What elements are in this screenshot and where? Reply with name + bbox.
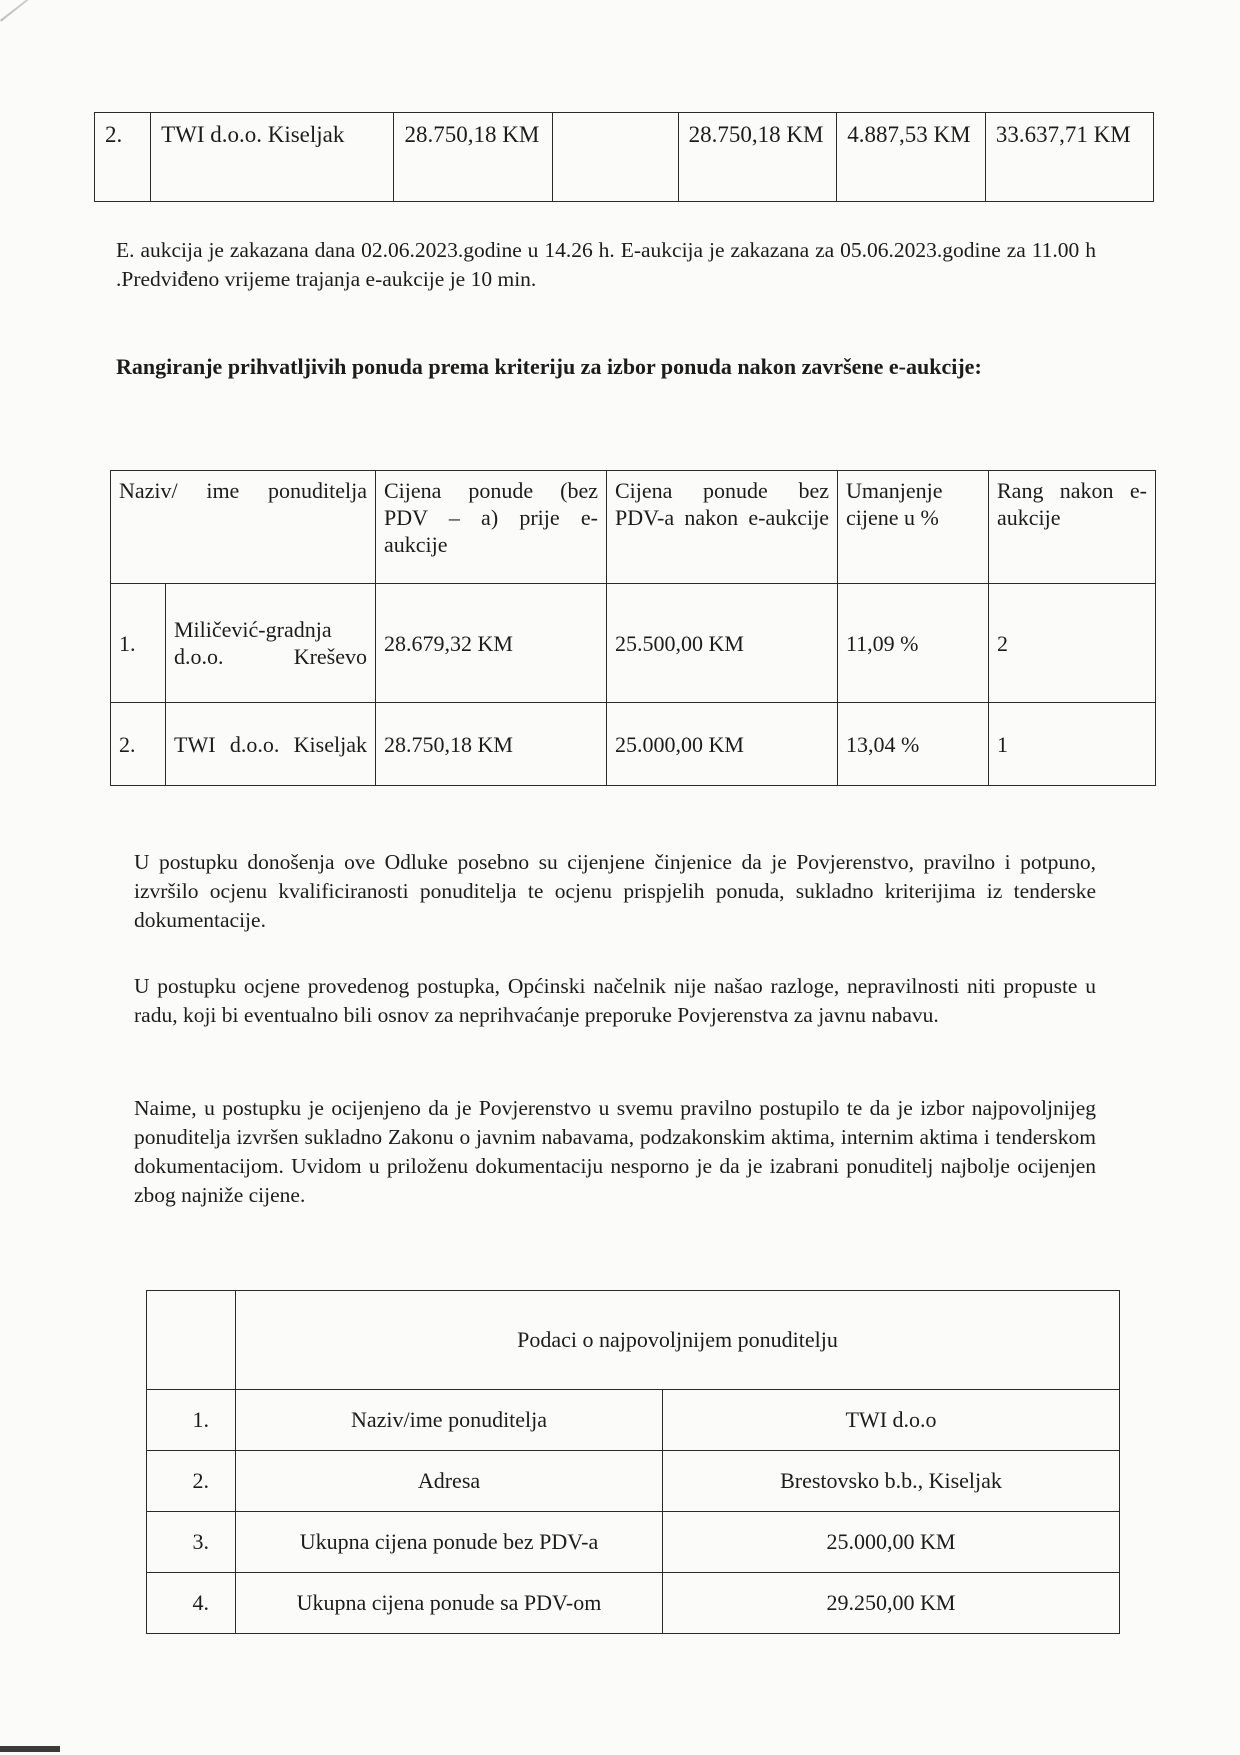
row-label: Ukupna cijena ponude bez PDV-a xyxy=(236,1512,663,1573)
bids-table-fragment xyxy=(94,112,1154,202)
total-cell: 33.637,71 KM xyxy=(985,113,1153,202)
row-label: Ukupna cijena ponude sa PDV-om xyxy=(236,1573,663,1634)
paragraph-conclusion: Naime, u postupku je ocijenjeno da je Povjerenstvo u svemu pravilno postupilo te da je izbor najpovoljnijeg ponuditelja izvršen sukladno Zakonu o javnim nabavama, podzakonskim aktima, internim aktima i tenderskom dokumentacijom. Uvidom u priloženu dokumentaciju nesporno je da je izabrani ponuditelj najbolje ocijenjen zbog najniže cijene. xyxy=(134,1096,1096,1207)
row-label: Naziv/ime ponuditelja xyxy=(236,1390,663,1451)
table-row xyxy=(147,1573,1120,1634)
price-before: 28.750,18 KM xyxy=(376,703,607,786)
price-after: 25.500,00 KM xyxy=(607,584,838,703)
row-value: 25.000,00 KM xyxy=(663,1512,1120,1573)
best-bidder-title-row xyxy=(147,1291,1120,1390)
price-before: 28.679,32 KM xyxy=(376,584,607,703)
reduction: 11,09 % xyxy=(838,584,989,703)
table-row xyxy=(147,1451,1120,1512)
best-bidder-title: Podaci o najpovoljnijem ponuditelju xyxy=(236,1291,1120,1390)
row-value: 29.250,00 KM xyxy=(663,1573,1120,1634)
row-value: TWI d.o.o xyxy=(663,1390,1120,1451)
paragraph-evaluation: U postupku donošenja ove Odluke posebno su cijenjene činjenice da je Povjerenstvo, pravilno i potpuno, izvršilo ocjenu kvalificiranosti ponuditelja te ocjenu prispjelih ponuda, sukladno kriterijima iz tenderske dokumentacije. xyxy=(134,850,1096,932)
row-label: Adresa xyxy=(236,1451,663,1512)
header-rank: Rang nakon e-aukcije xyxy=(989,471,1156,584)
ranking-heading: Rangiranje prihvatljivih ponuda prema kriteriju za izbor ponuda nakon završene e-aukcije: xyxy=(116,354,982,379)
empty-cell xyxy=(147,1291,236,1390)
bidder-name: Miličević-gradnja d.o.o. Kreševo xyxy=(166,584,376,703)
bidder-name: TWI d.o.o. Kiseljak xyxy=(151,113,394,202)
reduction: 13,04 % xyxy=(838,703,989,786)
table-row xyxy=(147,1512,1120,1573)
scan-edge-mark xyxy=(0,0,80,22)
row-number: 2. xyxy=(111,703,166,786)
price-cell: 28.750,18 KM xyxy=(678,113,837,202)
header-after: Cijena ponude bez PDV-a nakon e-aukcije xyxy=(607,471,838,584)
price-cell: 28.750,18 KM xyxy=(394,113,553,202)
paragraph-review: U postupku ocjene provedenog postupka, Općinski načelnik nije našao razloge, nepravilnosti niti propuste u radu, koji bi eventualno bili osnov za neprihvaćanje preporuke Povjerenstva za javnu nabavu. xyxy=(134,974,1096,1027)
header-name: Naziv/ ime ponuditelja xyxy=(111,471,376,584)
bidder-name: TWI d.o.o. Kiseljak xyxy=(166,703,376,786)
scan-bottom-mark xyxy=(0,1746,60,1752)
best-bidder-table xyxy=(146,1290,1120,1634)
ranking-table xyxy=(110,470,1156,786)
empty-cell xyxy=(553,113,679,202)
table-row xyxy=(111,584,1156,703)
vat-cell: 4.887,53 KM xyxy=(837,113,986,202)
rank: 1 xyxy=(989,703,1156,786)
header-reduction: Umanjenje cijene u % xyxy=(838,471,989,584)
row-number: 3. xyxy=(147,1512,236,1573)
header-before: Cijena ponude (bez PDV – a) prije e-aukcije xyxy=(376,471,607,584)
eauction-paragraph: E. aukcija je zakazana dana 02.06.2023.godine u 14.26 h. E-aukcija je zakazana za 05.06.2023.godine za 11.00 h .Predviđeno vrijeme trajanja e-aukcije je 10 min. xyxy=(116,238,1096,291)
table-row xyxy=(111,703,1156,786)
table-row xyxy=(147,1390,1120,1451)
row-number: 1. xyxy=(147,1390,236,1451)
row-number: 2. xyxy=(147,1451,236,1512)
rank: 2 xyxy=(989,584,1156,703)
row-number: 1. xyxy=(111,584,166,703)
price-after: 25.000,00 KM xyxy=(607,703,838,786)
ranking-header-row xyxy=(111,471,1156,584)
row-value: Brestovsko b.b., Kiseljak xyxy=(663,1451,1120,1512)
row-number: 2. xyxy=(95,113,151,202)
table-row xyxy=(95,113,1154,202)
row-number: 4. xyxy=(147,1573,236,1634)
